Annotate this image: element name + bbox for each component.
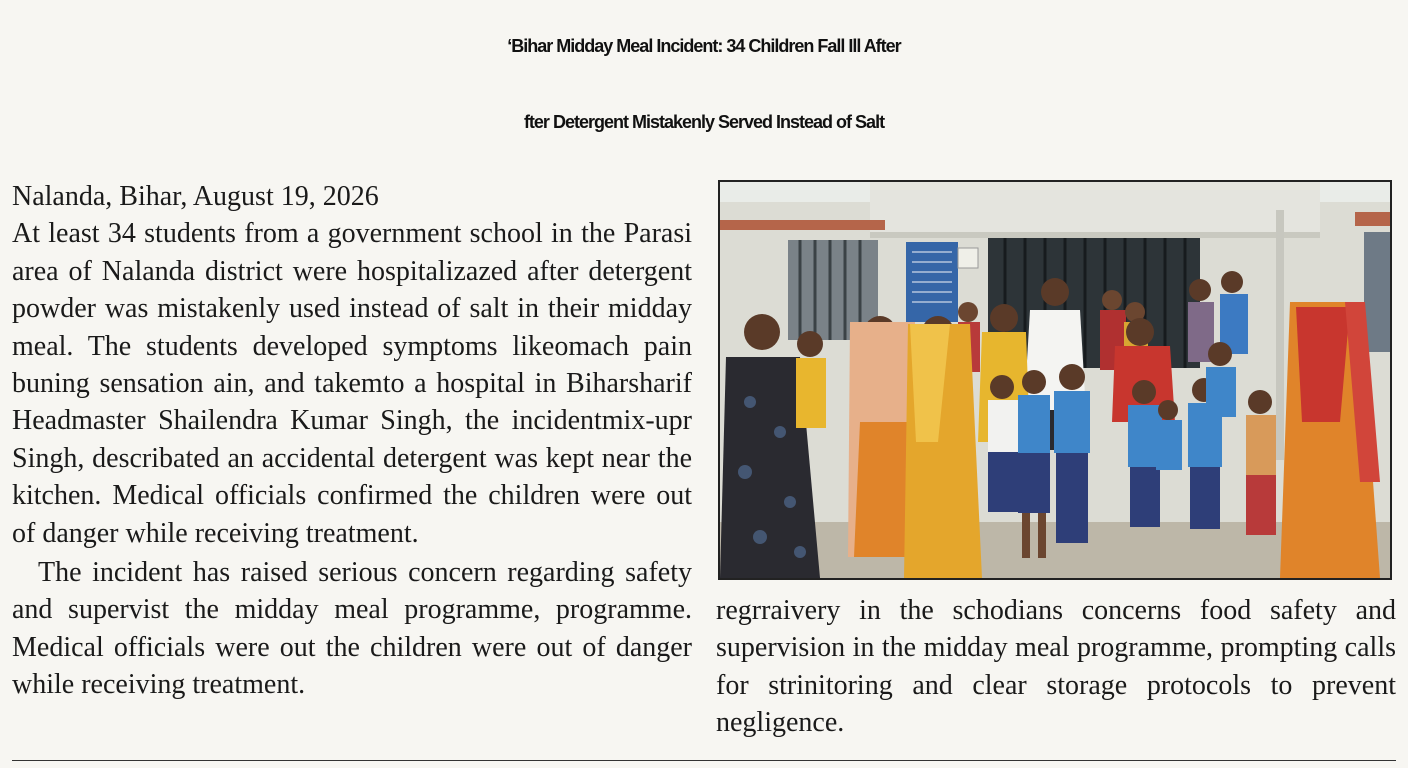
photo-illustration [720,182,1390,578]
headline [0,8,1408,160]
paragraph-1: At least 34 students from a government school in the Parasi area of Nalanda district were hospitalizazed after detergent powder was mistakenly used instead of salt in their midday meal. The students developed symptoms likeomach pain buning sensation ain, and takemto a hospital in Biharsharif Headmaster Shailendra Kumar Singh, the incidentmix-upr Singh, describated an accidental detergent was kept near the kitchen. Medical officials confirmed the children were out of danger while receiving treatment. [12,218,692,549]
headline-line-1: ‘Bihar Midday Meal Incident: 34 Children Fall Ill After [507,36,901,56]
article-photo [718,180,1392,580]
paragraph-2: The incident has raised serious concern regarding safety and supervist the midday meal programme, programme. Medical officials were out the children were out of danger while receiving treatment. [12,557,692,701]
right-column-text: regrraivery in the schodians concerns food safety and supervision in the midday meal programme, prompting calls for strinitoring and clear storage protocols to prevent negligence. [716,595,1396,739]
dateline: Nalanda, Bihar, August 19, 2026 [12,181,379,212]
headline-line-2: fter Detergent Mistakenly Served Instead of Salt [523,112,885,132]
left-column [12,178,692,704]
bottom-rule [12,760,1396,761]
